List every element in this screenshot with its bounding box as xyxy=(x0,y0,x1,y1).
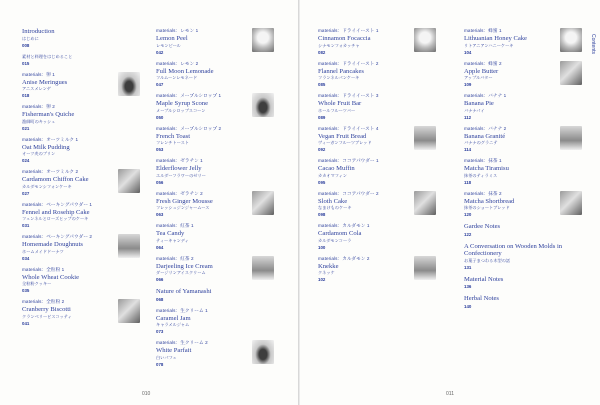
entry-category: materials：ベーキングパウダー 1 xyxy=(22,201,93,207)
entry-japanese-title: アニスメレンゲ xyxy=(22,86,51,91)
entry-title: Lemon Peel xyxy=(156,35,188,42)
entry-category: materials：ベーキングパウダー 2 xyxy=(22,234,93,239)
entry-japanese-title: 素材と料理をはじめること xyxy=(22,53,73,59)
entry-page-number: 085 xyxy=(318,82,326,87)
entry-category: materials：紅茶 2 xyxy=(156,255,194,261)
contents-entry xyxy=(156,308,274,335)
entry-title: Fresh Ginger Mousse xyxy=(156,197,213,205)
entry-japanese-title: フランネルパンケーキ xyxy=(318,75,360,80)
entry-category: materials：ドライイースト 1 xyxy=(318,28,379,33)
cream-photo-icon xyxy=(252,340,274,364)
entry-japanese-title: カカオマフィン xyxy=(318,172,347,178)
entry-category: materials：卵 1 xyxy=(22,71,55,77)
entry-title: A Conversation on Wooden Molds in Confectionery xyxy=(464,242,563,257)
entry-category: materials：蜂蜜 1 xyxy=(464,28,502,33)
entry-title: Sloth Cake xyxy=(318,197,348,205)
entry-title: Banana Pie xyxy=(464,100,494,107)
entry-page-number: 102 xyxy=(318,277,326,282)
page-number-right: 011 xyxy=(446,391,454,397)
syrup-photo-icon xyxy=(252,93,274,117)
entry-page-number: 118 xyxy=(464,179,472,185)
entry-title: Full Moon Lemonade xyxy=(156,67,214,75)
entry-title: Knekke xyxy=(318,262,339,270)
contents-column-1 xyxy=(22,28,140,332)
entry-page-number: 018 xyxy=(22,93,30,98)
entry-page-number: 027 xyxy=(22,190,30,196)
entry-title: Nature of Yamanashi xyxy=(156,288,212,295)
entry-page-number: 095 xyxy=(318,179,326,185)
entry-category: materials：バナナ 2 xyxy=(464,125,507,131)
entry-page-number: 073 xyxy=(156,329,164,334)
entry-japanese-title: メープルシロップスコーン xyxy=(156,107,206,113)
entry-japanese-title: 抹茶のティラミス xyxy=(464,172,498,178)
cardamom-photo-icon xyxy=(414,256,436,280)
entry-category: materials：ドライイースト 2 xyxy=(318,60,379,66)
entry-page-number: 089 xyxy=(318,114,326,120)
entry-category: materials：抹茶 2 xyxy=(464,190,502,196)
honey-photo-icon xyxy=(560,28,582,52)
contents-entry xyxy=(156,223,274,250)
contents-entry xyxy=(22,137,140,164)
entry-title: Cacao Muffin xyxy=(318,165,355,172)
entry-japanese-title: バナナのグラニテ xyxy=(464,140,498,145)
entry-category: materials：全粒粉 2 xyxy=(22,299,65,304)
contents-entry xyxy=(464,93,582,120)
entry-japanese-title: クランベリービスコッティ xyxy=(22,313,72,319)
gelatin-photo-icon xyxy=(252,191,274,215)
entry-page-number: 078 xyxy=(156,361,164,367)
entry-page-number: 098 xyxy=(318,212,326,217)
contents-entry xyxy=(156,158,274,185)
entry-title: Whole Wheat Cookie xyxy=(22,273,80,281)
entry-category: materials：ドライイースト 3 xyxy=(318,93,379,98)
entry-title: Introduction xyxy=(22,28,55,35)
entry-japanese-title: フレッシュジンジャームース xyxy=(156,205,210,210)
contents-entry xyxy=(22,169,140,196)
entry-title: Oat Milk Pudding xyxy=(22,143,70,151)
apple-butter-photo-icon xyxy=(560,61,582,85)
entry-page-number: 082 xyxy=(318,49,326,55)
entry-page-number: 114 xyxy=(464,147,472,152)
entry-japanese-title: ヴィーガンフルーツブレッド xyxy=(318,140,372,145)
entry-page-number: 031 xyxy=(22,223,30,228)
lemon-photo-icon xyxy=(252,28,274,52)
entry-japanese-title: 漁師町のキッシュ xyxy=(22,118,56,124)
entry-title: Flannel Pancakes xyxy=(318,67,364,75)
entry-title: Apple Butter xyxy=(464,67,499,75)
entry-page-number: 063 xyxy=(156,212,164,217)
milk-can-photo-icon xyxy=(118,169,140,193)
entry-japanese-title: カルダモンシフォンケーキ xyxy=(22,183,72,189)
entry-japanese-title: なまけものケーキ xyxy=(318,205,352,210)
contents-side-label: Contents xyxy=(590,34,596,55)
entry-japanese-title: 白いパフェ xyxy=(156,354,177,360)
entry-category: materials：蜂蜜 2 xyxy=(464,60,502,66)
entry-japanese-title: バナナパイ xyxy=(464,107,485,113)
entry-category: materials：抹茶 1 xyxy=(464,158,502,163)
contents-entry xyxy=(22,267,140,294)
entry-page-number: 112 xyxy=(464,114,472,120)
entry-title: Lithuanian Honey Cake xyxy=(464,35,527,42)
entry-japanese-title: エルダーフラワーのゼリー xyxy=(156,172,206,178)
entry-page-number: 053 xyxy=(156,147,164,152)
entry-page-number: 015 xyxy=(22,60,30,66)
contents-entry xyxy=(156,340,274,367)
yeast-photo-icon xyxy=(414,28,436,52)
entry-japanese-title: お菓子まつわる木型の話 xyxy=(464,257,511,263)
contents-column-4 xyxy=(464,28,582,315)
contents-entry xyxy=(156,61,274,88)
entry-page-number: 131 xyxy=(464,264,472,270)
contents-entry xyxy=(464,295,582,309)
contents-column-2 xyxy=(156,28,274,373)
entry-title: Fennel and Rosehip Cake xyxy=(22,208,90,216)
contents-entry xyxy=(22,234,140,261)
contents-entry xyxy=(318,61,436,88)
contents-entry xyxy=(156,93,274,120)
contents-entry xyxy=(464,158,582,185)
contents-entry xyxy=(464,243,582,270)
entry-page-number: 120 xyxy=(464,212,472,217)
cocoa-photo-icon xyxy=(414,191,436,215)
entry-japanese-title: クネッケ xyxy=(318,270,335,275)
eggs-photo-icon xyxy=(118,72,140,96)
entry-page-number: 100 xyxy=(318,244,326,250)
powder-jar-photo-icon xyxy=(118,234,140,258)
contents-entry xyxy=(464,223,582,237)
entry-category: materials：ゼラチン 1 xyxy=(156,158,203,163)
bread-photo-icon xyxy=(414,126,436,150)
contents-entry xyxy=(156,256,274,283)
entry-japanese-title: ホールフルーツバー xyxy=(318,107,356,113)
entry-title: Maple Syrup Scone xyxy=(156,100,209,107)
contents-entry xyxy=(464,28,582,55)
entry-japanese-title: ティーキャンディ xyxy=(156,237,189,243)
banana-photo-icon xyxy=(560,126,582,150)
contents-entry xyxy=(318,158,436,185)
entry-japanese-title: カルダモンコーラ xyxy=(318,237,352,243)
contents-entry xyxy=(156,288,274,302)
entry-japanese-title: フレンチトースト xyxy=(156,140,190,145)
entry-page-number: 064 xyxy=(156,244,164,250)
page-number-left: 010 xyxy=(142,391,151,397)
entry-title: Herbal Notes xyxy=(464,295,499,302)
entry-japanese-title: レモンピール xyxy=(156,42,181,48)
entry-page-number: 047 xyxy=(156,82,164,87)
entry-page-number: 122 xyxy=(464,231,472,237)
contents-entry xyxy=(22,299,140,326)
entry-title: Cranberry Biscotti xyxy=(22,306,71,313)
entry-page-number: 021 xyxy=(22,125,30,131)
matcha-photo-icon xyxy=(560,191,582,215)
entry-page-number: 056 xyxy=(156,179,164,185)
entry-page-number: 024 xyxy=(22,158,30,163)
entry-title: Whole Fruit Bar xyxy=(318,100,362,107)
contents-entry xyxy=(318,28,436,55)
entry-page-number: 136 xyxy=(464,284,472,289)
entry-category: materials：メープルシロップ 2 xyxy=(156,125,222,131)
entry-page-number: 109 xyxy=(464,82,472,87)
entry-page-number: 035 xyxy=(22,288,30,293)
entry-category: materials：レモン 2 xyxy=(156,60,199,66)
flour-bag-photo-icon xyxy=(118,299,140,323)
entry-category: materials：レモン 1 xyxy=(156,28,199,33)
entry-title: French Toast xyxy=(156,132,191,140)
contents-entry xyxy=(464,61,582,88)
entry-category: materials：バナナ 1 xyxy=(464,93,507,98)
entry-title: Banana Granité xyxy=(464,132,506,140)
entry-category: materials：ゼラチン 2 xyxy=(156,190,203,196)
entry-title: Darjeeling Ice Cream xyxy=(156,262,213,270)
entry-category: materials：生クリーム 1 xyxy=(156,307,208,313)
entry-japanese-title: オーツ麦のプリン xyxy=(22,151,56,156)
contents-entry xyxy=(156,191,274,218)
entry-page-number: 068 xyxy=(156,296,164,302)
entry-category: materials：卵 2 xyxy=(22,104,55,109)
contents-entry xyxy=(156,126,274,153)
entry-page-number: 140 xyxy=(464,303,472,309)
entry-category: materials：ココアパウダー 2 xyxy=(318,190,379,196)
entry-japanese-title: シナモンフォカッチャ xyxy=(318,42,360,48)
contents-column-3 xyxy=(318,28,436,288)
entry-category: materials：ココアパウダー 1 xyxy=(318,158,379,163)
entry-page-number: 041 xyxy=(22,320,30,326)
entry-title: Fisherman's Quiche xyxy=(22,111,75,118)
contents-entry xyxy=(22,202,140,229)
entry-japanese-title: アップルバター xyxy=(464,75,493,80)
contents-entry xyxy=(318,223,436,250)
entry-title: Material Notes xyxy=(464,275,504,283)
entry-category: materials：ドライイースト 4 xyxy=(318,125,379,131)
entry-title: Cinnamon Focaccia xyxy=(318,35,371,42)
entry-page-number: 042 xyxy=(156,49,164,55)
contents-entry xyxy=(22,54,140,66)
contents-entry xyxy=(464,191,582,218)
entry-title: Vegan Fruit Bread xyxy=(318,132,367,140)
entry-title: Tea Candy xyxy=(156,230,185,237)
entry-title: Matcha Shortbread xyxy=(464,197,515,205)
contents-entry xyxy=(22,104,140,131)
contents-entry xyxy=(22,72,140,99)
tea-photo-icon xyxy=(252,256,274,280)
entry-japanese-title: ダージリンアイスクリーム xyxy=(156,270,206,275)
entry-page-number: 034 xyxy=(22,255,30,261)
entry-category: materials：紅茶 1 xyxy=(156,223,194,228)
entry-title: White Parfait xyxy=(156,347,192,354)
entry-page-number: 066 xyxy=(156,277,164,282)
entry-japanese-title: フェンネルとローズヒップのケーキ xyxy=(22,216,89,221)
entry-japanese-title: はじめに xyxy=(22,35,39,41)
contents-entry xyxy=(318,126,436,153)
entry-title: Matcha Tiramisu xyxy=(464,165,509,172)
entry-category: materials：オーツミルク 1 xyxy=(22,136,79,142)
contents-entry xyxy=(318,256,436,283)
contents-entry xyxy=(318,93,436,120)
contents-entry xyxy=(156,28,274,55)
entry-japanese-title: キャラメルジャム xyxy=(156,322,190,327)
entry-title: Homemade Doughnuts xyxy=(22,241,83,248)
contents-entry xyxy=(22,28,140,48)
entry-japanese-title: フルムーンレモネード xyxy=(156,75,198,80)
entry-title: Anise Meringues xyxy=(22,78,68,86)
entry-title: Cardamom Chiffon Cake xyxy=(22,176,89,183)
contents-entry xyxy=(464,126,582,153)
right-page xyxy=(300,0,600,405)
entry-japanese-title: ホームメイドドーナツ xyxy=(22,248,64,254)
entry-title: Gardee Notes xyxy=(464,223,501,230)
entry-page-number: 008 xyxy=(22,42,30,48)
contents-entry xyxy=(464,276,582,290)
entry-category: materials：オーツミルク 2 xyxy=(22,169,79,174)
entry-title: Elderflower Jelly xyxy=(156,165,202,172)
entry-category: materials：生クリーム 2 xyxy=(156,340,208,345)
entry-category: materials：全粒粉 1 xyxy=(22,266,65,272)
entry-japanese-title: リトアニアンハニーケーキ xyxy=(464,42,514,48)
entry-japanese-title: 全粒粉クッキー xyxy=(22,281,52,286)
entry-page-number: 104 xyxy=(464,49,472,55)
entry-title: Cardamom Cola xyxy=(318,230,362,237)
entry-title: Caramel Jam xyxy=(156,314,191,322)
entry-page-number: 092 xyxy=(318,147,326,152)
contents-entry xyxy=(318,191,436,218)
entry-japanese-title: 抹茶のショートブレッド xyxy=(464,205,510,210)
entry-category: materials：カルダモン 2 xyxy=(318,255,370,261)
entry-page-number: 050 xyxy=(156,114,164,120)
entry-category: materials：カルダモン 1 xyxy=(318,223,370,228)
entry-category: materials：メープルシロップ 1 xyxy=(156,93,222,98)
